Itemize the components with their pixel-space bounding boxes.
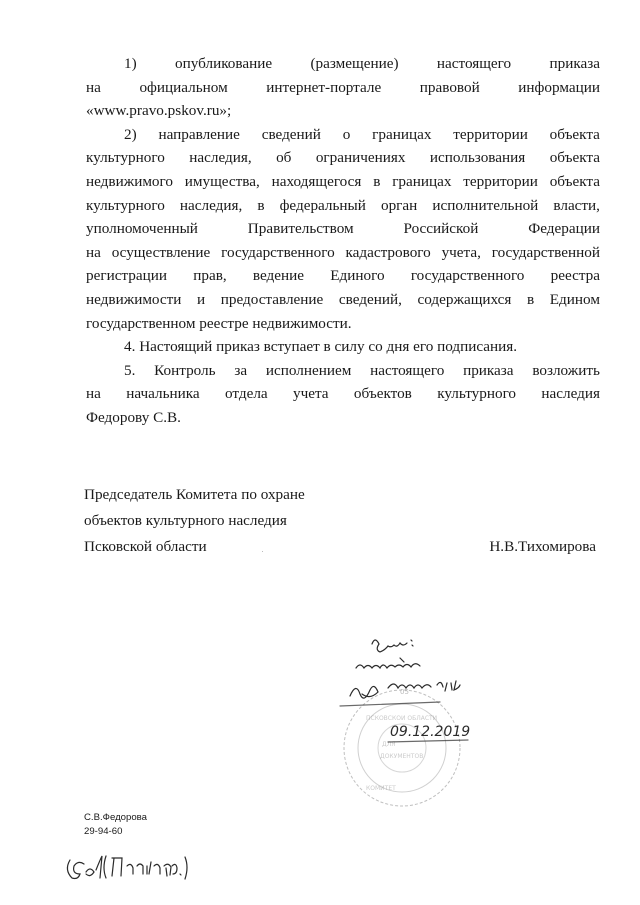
order-body-text (86, 52, 600, 430)
text-line (86, 406, 600, 430)
word: на (86, 78, 101, 96)
word: Российской (403, 220, 479, 238)
word: регистрации (86, 267, 167, 285)
position-line: Председатель Комитета по охране (84, 486, 305, 503)
word: границах (372, 125, 432, 143)
text-line (86, 241, 600, 265)
word: исполнительной (432, 196, 539, 214)
word: ведение (252, 267, 305, 285)
word: на (86, 243, 101, 261)
word: отдела (225, 385, 268, 403)
word: имущества, (184, 172, 260, 190)
word: «www.pravo.pskov.ru»; (86, 102, 232, 120)
word: официальном (139, 78, 228, 96)
word: учета, (441, 243, 481, 261)
word: о (342, 125, 351, 143)
word: Едином (549, 290, 600, 308)
certification-stamp (330, 630, 520, 810)
word: сведений, (338, 290, 402, 308)
word: реестра (550, 267, 600, 285)
text-line (86, 288, 600, 312)
word: культурного (86, 149, 165, 167)
word: недвижимого (86, 172, 173, 190)
word: объекта (549, 172, 600, 190)
word: кадастрового (345, 243, 431, 261)
word: приказа (549, 55, 600, 72)
word: интернет-портале (266, 78, 382, 96)
word: осуществление (111, 243, 211, 261)
word: настоящего (436, 55, 512, 72)
text-line (86, 52, 600, 76)
word: 2) (124, 125, 137, 143)
text-line (86, 76, 600, 100)
executor-phone: 29-94-60 (84, 826, 123, 837)
text-line (86, 312, 600, 336)
word: настоящего (370, 361, 445, 379)
word: объекта (549, 125, 600, 143)
text-line (86, 382, 600, 406)
executor-name: С.В.Федорова (84, 812, 148, 823)
text-line (86, 194, 600, 218)
word: наследия, (189, 149, 252, 167)
word: уполномоченный (86, 220, 198, 238)
word: (размещение) (310, 55, 399, 72)
word: Федорову С.В. (86, 408, 181, 426)
seal-and-handwriting (330, 630, 520, 810)
word: приказа (463, 361, 514, 379)
word: Единого (330, 267, 385, 285)
word: наследия (541, 385, 600, 403)
word: территории (453, 125, 528, 143)
word: Федерации (528, 220, 600, 238)
svg-text:ДОКУМЕНТОВ: ДОКУМЕНТОВ (380, 753, 424, 760)
word: границах (392, 172, 452, 190)
word: наследия, (179, 196, 243, 214)
word: информации (518, 78, 600, 96)
word: государственного (221, 243, 335, 261)
word: 1) (124, 55, 137, 72)
word: в (257, 196, 265, 214)
word: 5. (124, 361, 136, 379)
stamp-date: 09.12.2019 (390, 724, 471, 740)
text-line (86, 146, 600, 170)
word: предоставление (220, 290, 324, 308)
handwritten-approval-note (62, 848, 202, 888)
position-line: Псковской области (84, 538, 207, 555)
signature-position (84, 482, 305, 560)
text-line (86, 217, 600, 241)
seal-number: 05 (400, 688, 409, 696)
word: недвижимости (86, 290, 182, 308)
word: культурного (86, 196, 165, 214)
word: опубликование (175, 55, 273, 72)
word: государственном реестре недвижимости. (86, 314, 352, 332)
word: исполнением (265, 361, 352, 379)
word: находящегося (271, 172, 362, 190)
word: в (373, 172, 381, 190)
svg-text:ПСКОВСКОЙ ОБЛАСТИ: ПСКОВСКОЙ ОБЛАСТИ (366, 715, 438, 722)
word: объектов (353, 385, 412, 403)
word: содержащихся (417, 290, 512, 308)
word: Контроль (154, 361, 216, 379)
word: направление (158, 125, 240, 143)
svg-text:КОМИТЕТ: КОМИТЕТ (366, 785, 396, 792)
word: правовой (419, 78, 480, 96)
word: и (197, 290, 206, 308)
scan-speck (262, 551, 263, 552)
word: власти, (553, 196, 600, 214)
word: территории (463, 172, 538, 190)
word: использования (429, 149, 526, 167)
text-line (86, 99, 600, 123)
word: федеральный (279, 196, 366, 214)
text-line (86, 335, 600, 359)
word: государственного (410, 267, 525, 285)
word: возложить (532, 361, 600, 379)
word: на (86, 385, 101, 403)
word: прав, (193, 267, 227, 285)
text-line (86, 123, 600, 147)
word: за (234, 361, 248, 379)
word: орган (380, 196, 418, 214)
word: учета (293, 385, 329, 403)
approval-scribble (62, 848, 202, 888)
word: объекта (549, 149, 600, 167)
word: 4. Настоящий приказ вступает в силу со дня его подписания. (124, 338, 518, 356)
signer-name: Н.В.Тихомирова (489, 538, 596, 555)
svg-text:ДЛЯ: ДЛЯ (382, 741, 396, 748)
text-line (86, 264, 600, 288)
text-line (86, 359, 600, 383)
word: государственной (491, 243, 600, 261)
text-line (86, 170, 600, 194)
word: в (527, 290, 535, 308)
word: ограничениях (315, 149, 406, 167)
word: сведений (261, 125, 321, 143)
word: начальника (126, 385, 200, 403)
executor-info (84, 811, 147, 839)
position-line: объектов культурного наследия (84, 512, 287, 529)
word: культурного (437, 385, 517, 403)
word: Правительством (247, 220, 354, 238)
word: об (276, 149, 292, 167)
